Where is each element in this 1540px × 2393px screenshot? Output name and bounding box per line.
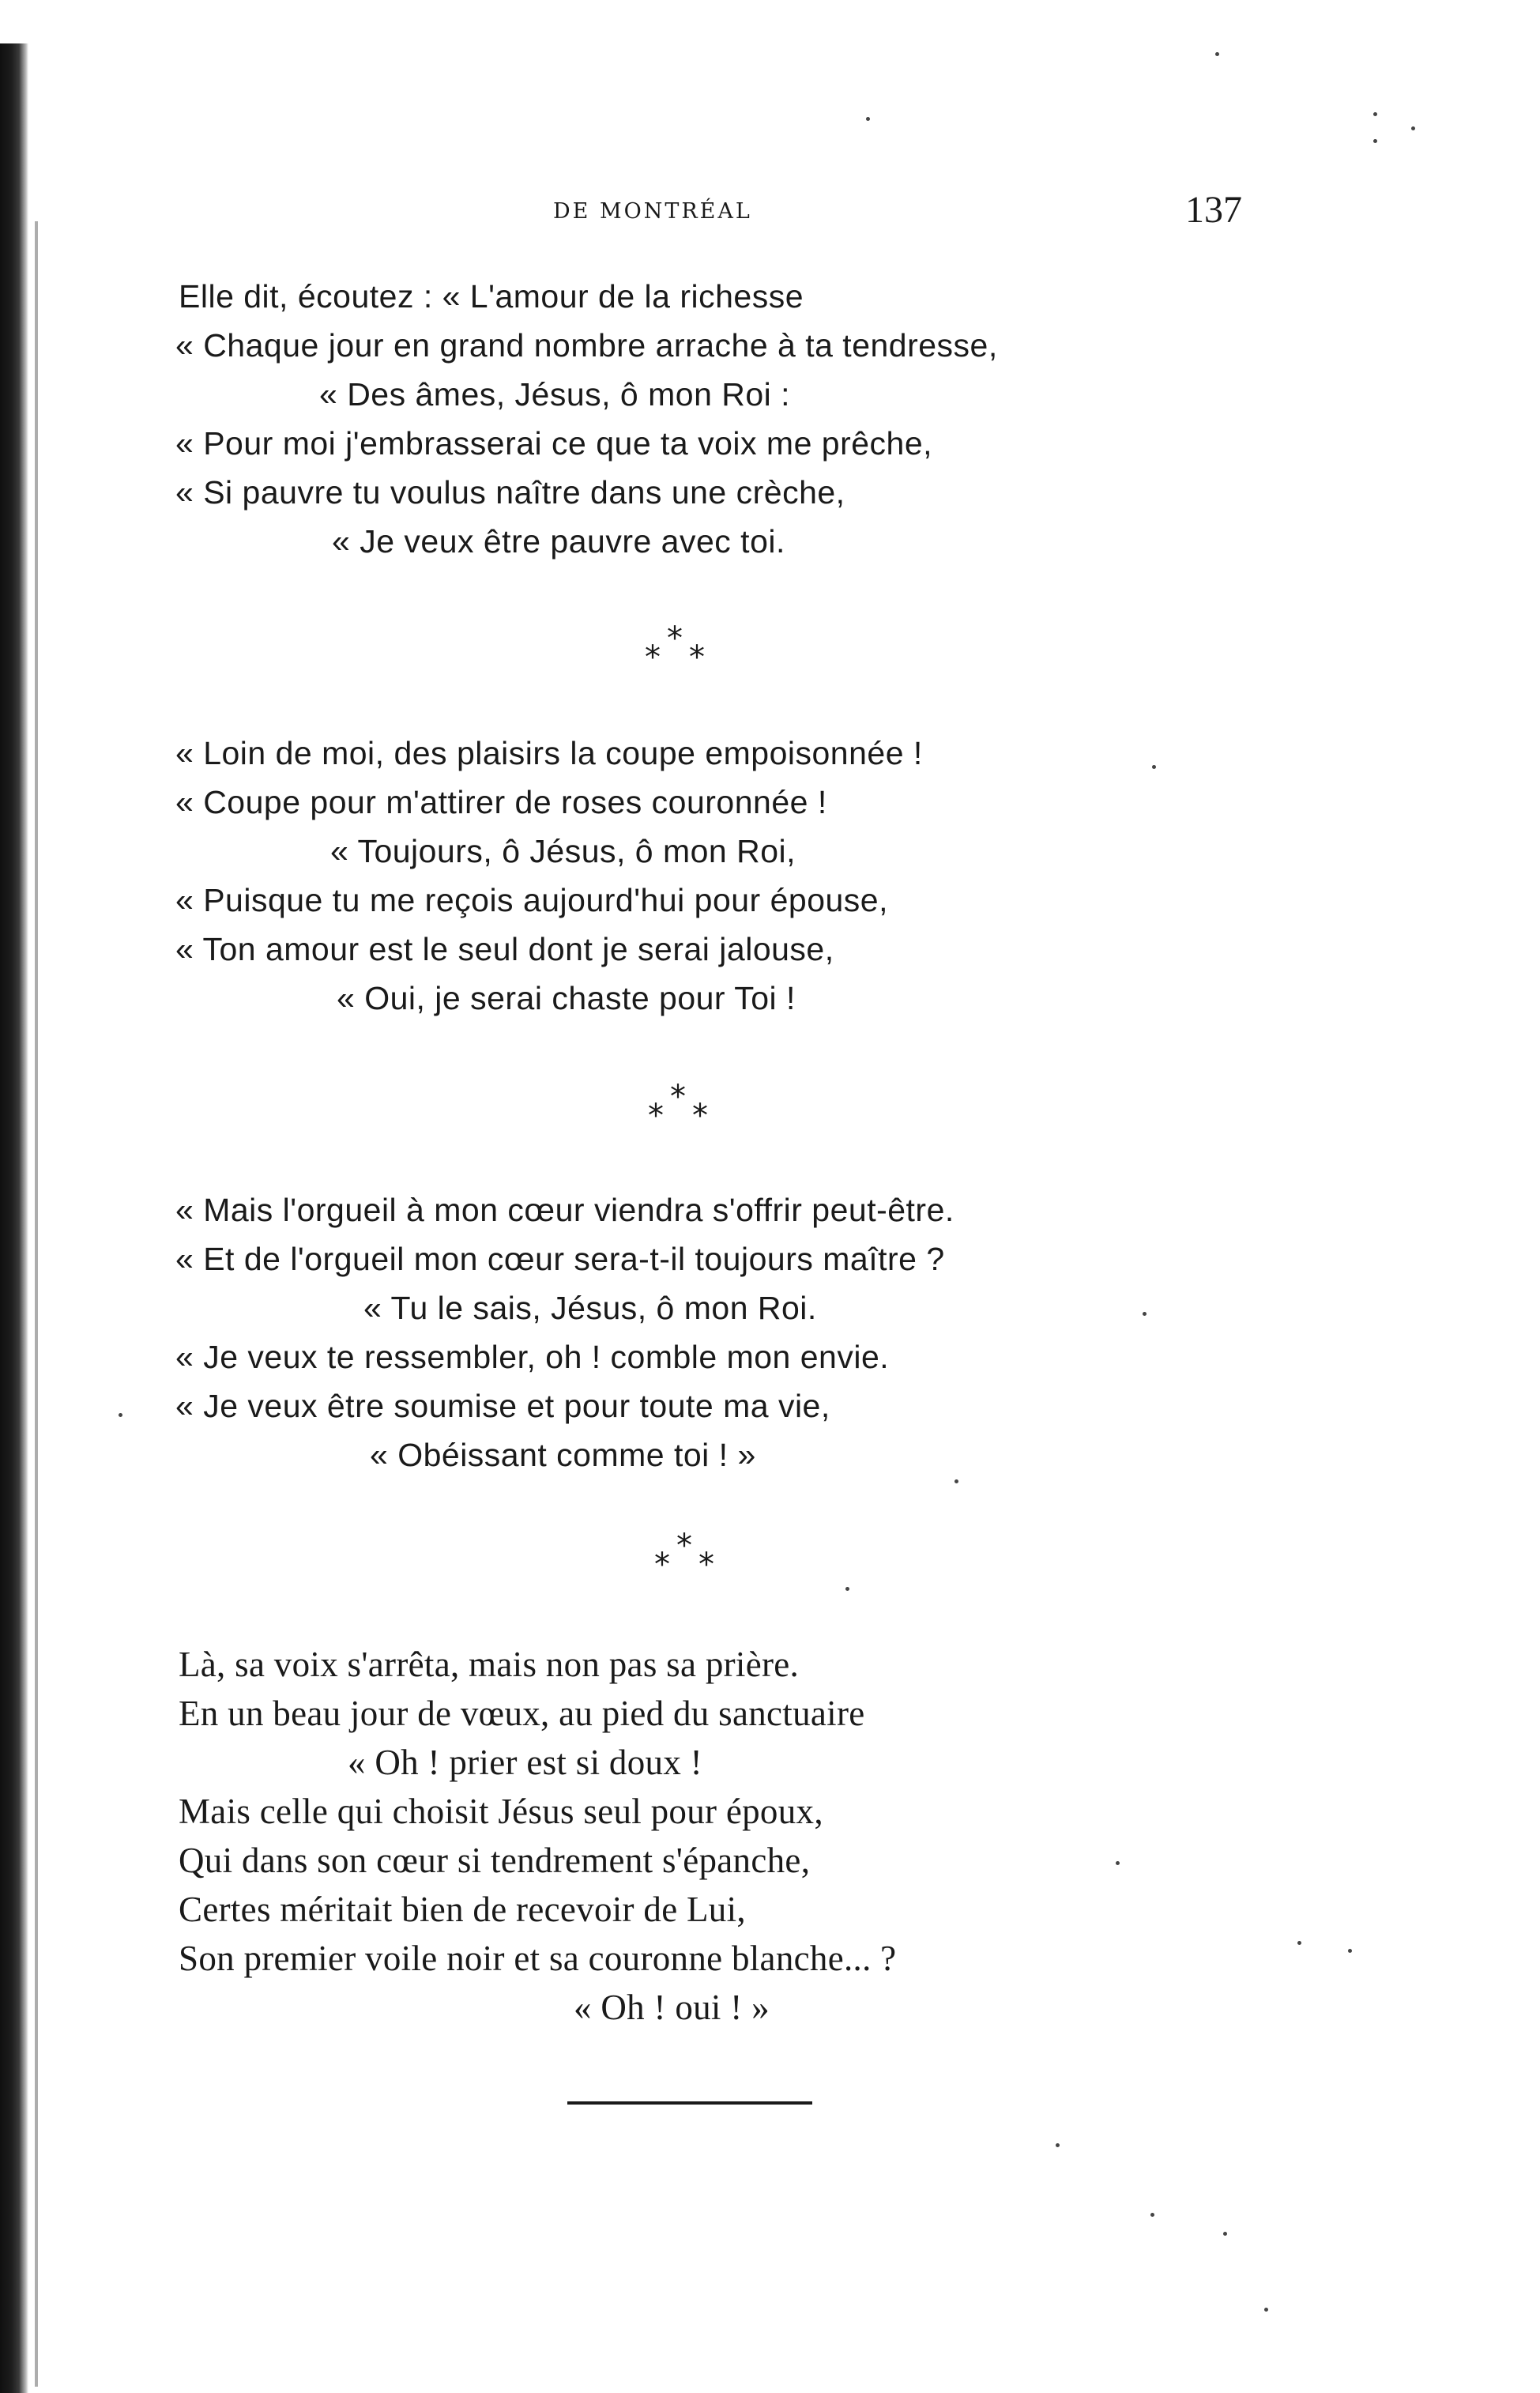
stanza-separator — [648, 1081, 735, 1136]
closing-rule — [567, 2101, 812, 2105]
scan-speck — [1150, 2213, 1154, 2217]
scan-speck — [1373, 139, 1377, 143]
verse-line: « Ton amour est le seul dont je serai jalouse, — [175, 931, 834, 967]
scan-speck — [1411, 126, 1415, 130]
verse-line: Son premier voile noir et sa couronne blanche... ? — [179, 1939, 897, 1978]
scan-speck — [1297, 1941, 1301, 1945]
binding-shadow — [35, 221, 38, 2387]
verse-line: Certes méritait bien de recevoir de Lui, — [179, 1890, 746, 1929]
verse-line: « Des âmes, Jésus, ô mon Roi : — [319, 376, 791, 413]
scan-speck — [954, 1479, 958, 1483]
page-binding-edge — [0, 43, 28, 2393]
page-header — [0, 188, 1540, 236]
verse-line: « Je veux être pauvre avec toi. — [332, 523, 785, 560]
separator-star: * — [676, 1528, 692, 1564]
verse-line: Elle dit, écoutez : « L'amour de la richesse — [179, 278, 804, 315]
verse-line: « Coupe pour m'attirer de roses couronnée ! — [175, 784, 827, 820]
verse-line: « Pour moi j'embrasserai ce que ta voix me prêche, — [175, 425, 933, 462]
verse-line: « Je veux te ressembler, oh ! comble mon envie. — [175, 1339, 890, 1375]
verse-line: « Mais l'orgueil à mon cœur viendra s'offrir peut-être. — [175, 1192, 954, 1228]
separator-star: * — [689, 639, 705, 676]
scan-speck — [1116, 1861, 1120, 1865]
verse-line: « Si pauvre tu voulus naître dans une crèche, — [175, 474, 845, 511]
scan-speck — [866, 117, 870, 121]
scan-speck — [1223, 2232, 1227, 2236]
verse-line: « Obéissant comme toi ! » — [370, 1437, 756, 1473]
verse-line: « Loin de moi, des plaisirs la coupe empoisonnée ! — [175, 735, 923, 771]
verse-line: « Et de l'orgueil mon cœur sera-t-il toujours maître ? — [175, 1241, 945, 1277]
separator-star: * — [654, 1547, 670, 1583]
verse-line: « Chaque jour en grand nombre arrache à ta tendresse, — [175, 327, 998, 364]
separator-star: * — [698, 1547, 714, 1583]
scan-speck — [1373, 112, 1377, 116]
verse-line: « Oh ! prier est si doux ! — [348, 1743, 702, 1782]
scan-speck — [1143, 1312, 1147, 1316]
page-number: 137 — [1185, 189, 1242, 231]
verse-line: En un beau jour de vœux, au pied du sanctuaire — [179, 1694, 865, 1733]
scan-speck — [1056, 2143, 1060, 2147]
verse-line: « Oui, je serai chaste pour Toi ! — [337, 980, 796, 1016]
running-head: DE MONTRÉAL — [553, 199, 752, 224]
separator-star: * — [667, 620, 683, 657]
separator-star: * — [670, 1079, 686, 1115]
stanza-separator — [654, 1530, 741, 1585]
verse-line: Qui dans son cœur si tendrement s'épanche, — [179, 1841, 811, 1880]
stanza-separator — [645, 620, 732, 678]
verse-line: « Oh ! oui ! » — [574, 1988, 770, 2027]
scan-speck — [1348, 1949, 1352, 1953]
verse-line: Là, sa voix s'arrêta, mais non pas sa prière. — [179, 1645, 800, 1684]
scan-speck — [845, 1587, 849, 1591]
separator-star: * — [645, 639, 661, 676]
verse-line: « Je veux être soumise et pour toute ma vie, — [175, 1388, 830, 1424]
verse-line: « Puisque tu me reçois aujourd'hui pour épouse, — [175, 882, 888, 918]
verse-line: « Tu le sais, Jésus, ô mon Roi. — [363, 1290, 817, 1326]
scan-speck — [1215, 52, 1219, 56]
separator-star: * — [648, 1098, 664, 1134]
scan-speck — [1264, 2308, 1268, 2312]
separator-star: * — [692, 1098, 708, 1134]
verse-line: Mais celle qui choisit Jésus seul pour époux, — [179, 1792, 823, 1831]
verse-line: « Toujours, ô Jésus, ô mon Roi, — [330, 833, 796, 869]
scan-speck — [119, 1413, 122, 1417]
scan-speck — [1152, 765, 1156, 769]
